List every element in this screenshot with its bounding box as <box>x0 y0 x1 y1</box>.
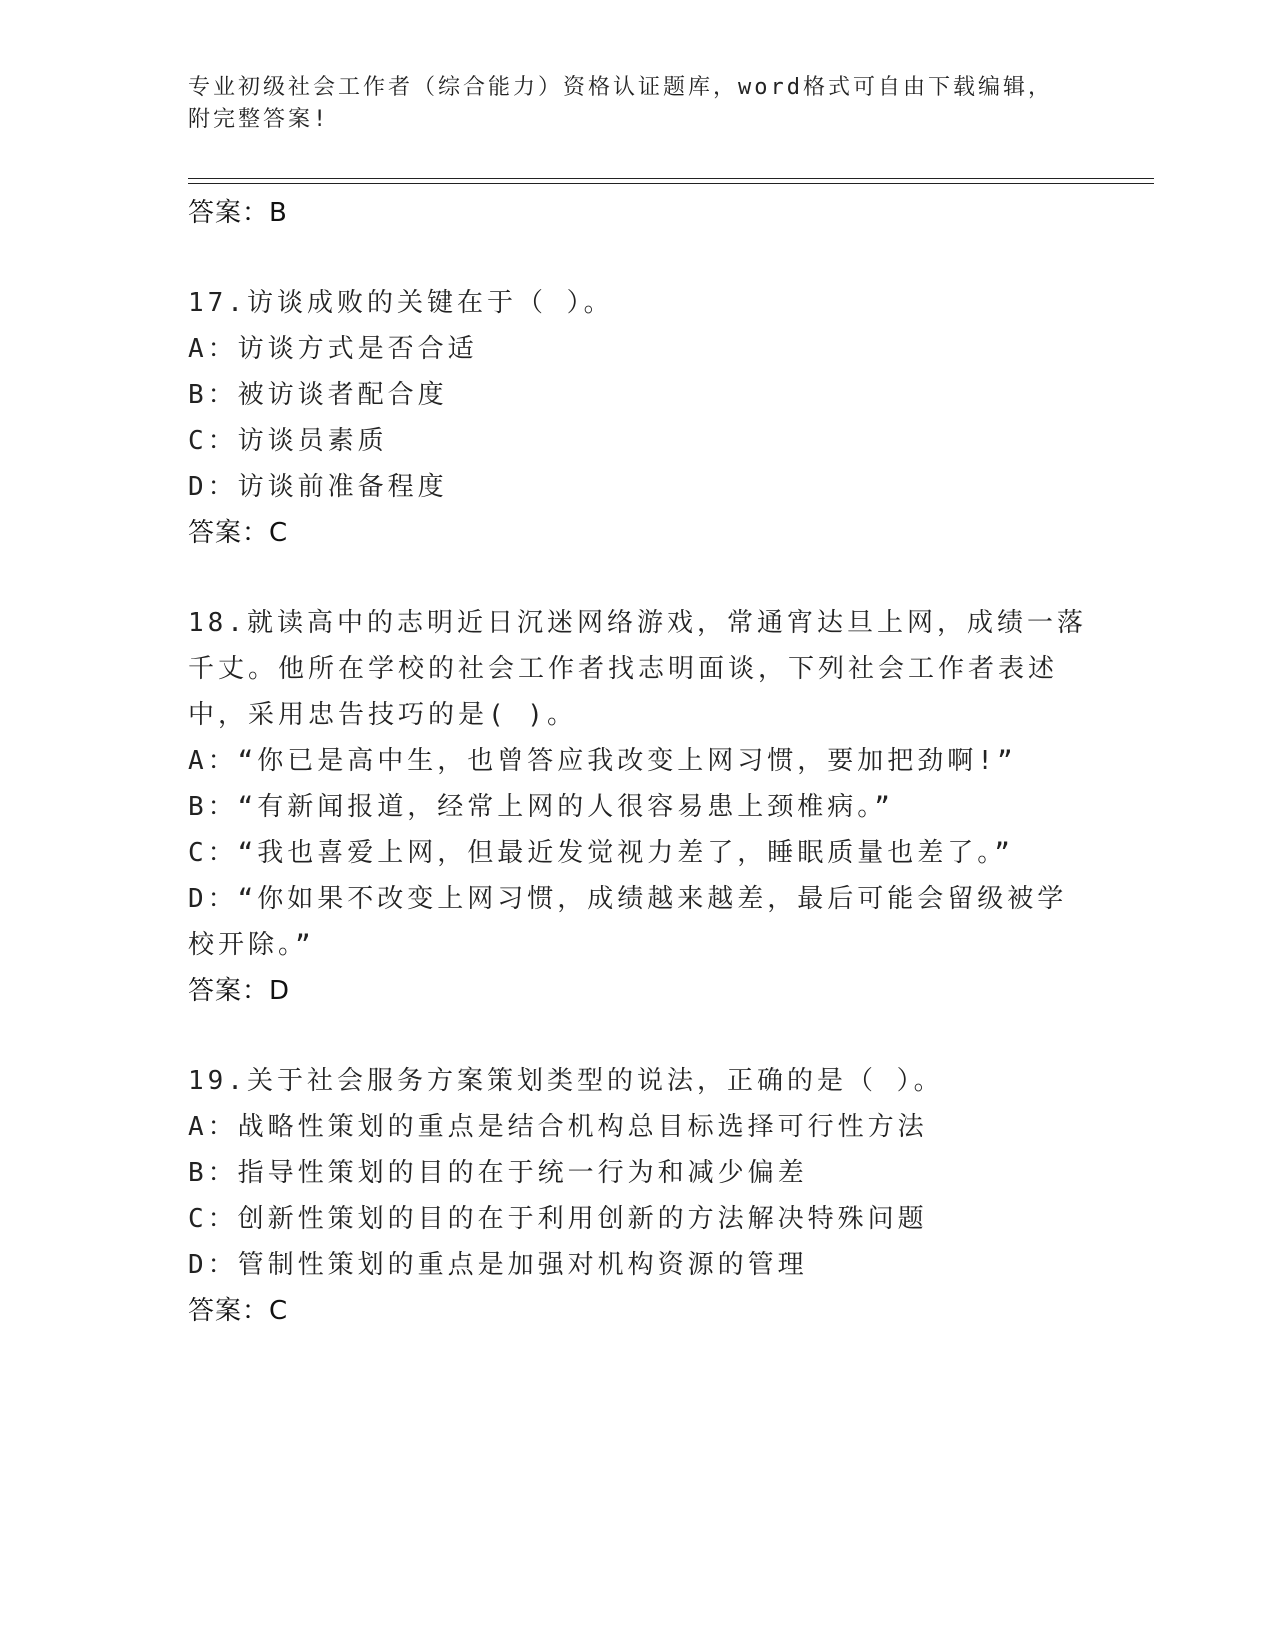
option-d: D：管制性策划的重点是加强对机构资源的管理 <box>188 1250 808 1280</box>
question-18 <box>188 600 1088 1014</box>
question-19 <box>188 1058 1088 1334</box>
option-d: D：“你如果不改变上网习惯，成绩越来越差，最后可能会留级被学校开除。” <box>188 884 1068 960</box>
option-a: A：“你已是高中生，也曾答应我改变上网习惯，要加把劲啊!” <box>188 746 1017 776</box>
question-stem: 19.关于社会服务方案策划类型的说法，正确的是（ ）。 <box>188 1066 944 1096</box>
header-rule-bottom <box>188 183 1154 184</box>
option-c: C：访谈员素质 <box>188 426 388 456</box>
answer-line: 答案：C <box>188 1296 289 1326</box>
option-c: C：创新性策划的目的在于利用创新的方法解决特殊问题 <box>188 1204 928 1234</box>
document-body <box>188 190 1088 1334</box>
option-d: D：访谈前准备程度 <box>188 472 448 502</box>
question-17 <box>188 280 1088 556</box>
option-c: C：“我也喜爱上网，但最近发觉视力差了，睡眠质量也差了。” <box>188 838 1014 868</box>
page-header: 专业初级社会工作者（综合能力）资格认证题库，word格式可自由下载编辑，附完整答案! <box>188 75 1053 132</box>
option-a: A：战略性策划的重点是结合机构总目标选择可行性方法 <box>188 1112 928 1142</box>
header-rule-top <box>188 178 1154 179</box>
option-b: B：被访谈者配合度 <box>188 380 448 410</box>
answer-line: 答案：C <box>188 518 289 548</box>
question-stem: 17.访谈成败的关键在于（ ）。 <box>188 288 614 318</box>
option-b: B：“有新闻报道，经常上网的人很容易患上颈椎病。” <box>188 792 894 822</box>
option-b: B：指导性策划的目的在于统一行为和减少偏差 <box>188 1158 808 1188</box>
answer-line: 答案：B <box>188 198 288 228</box>
answer-line: 答案：D <box>188 976 291 1006</box>
option-a: A：访谈方式是否合适 <box>188 334 478 364</box>
question-stem: 18.就读高中的志明近日沉迷网络游戏，常通宵达旦上网，成绩一落千丈。他所在学校的社会工作者找志明面谈，下列社会工作者表述中，采用忠告技巧的是( )。 <box>188 608 1087 730</box>
